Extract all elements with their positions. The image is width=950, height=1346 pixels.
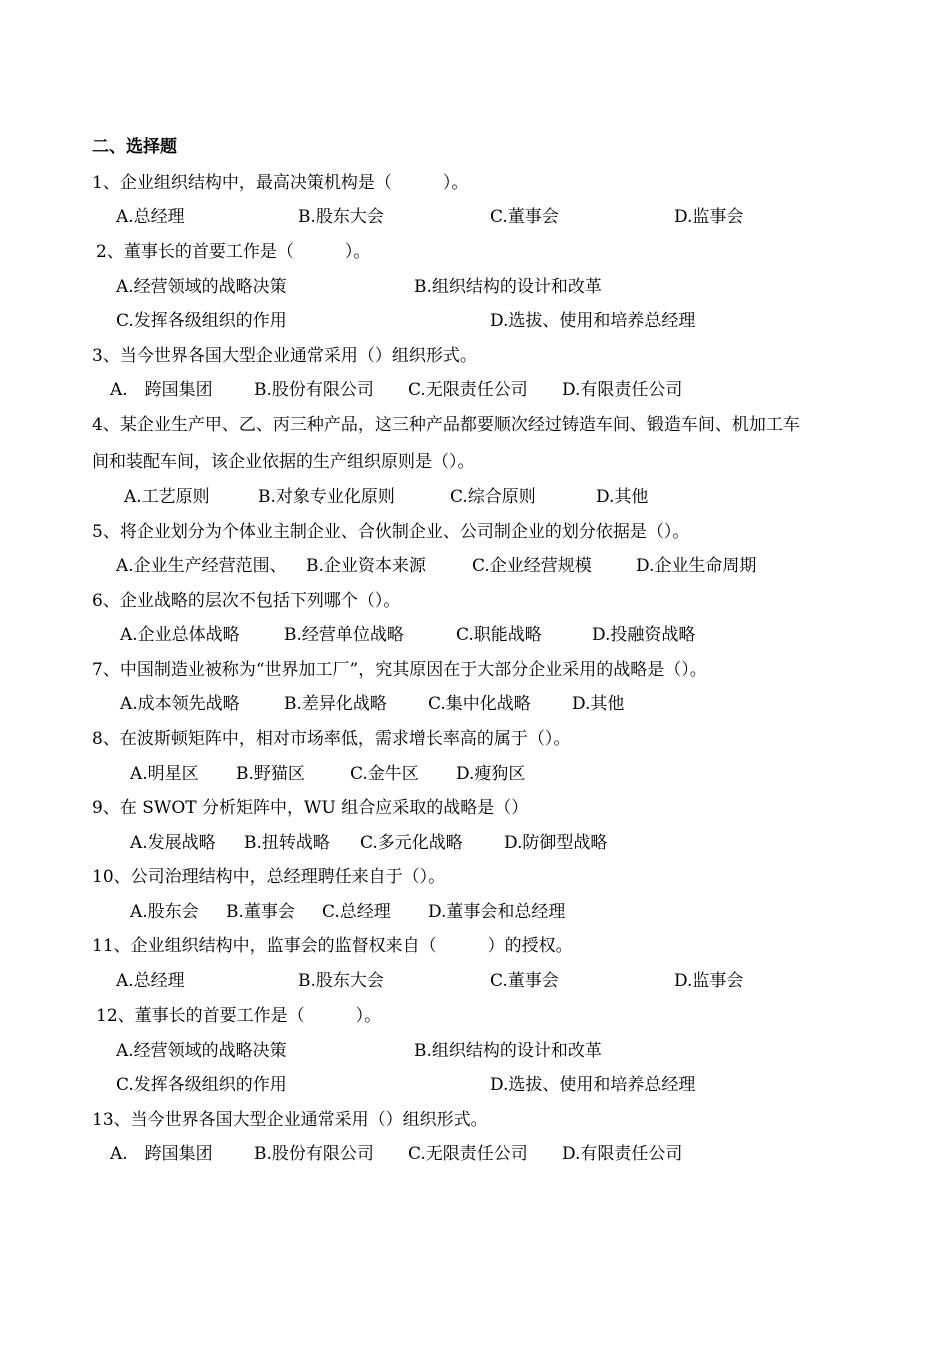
option: D.企业生命周期 [636,556,757,576]
question-9-stem: 9、在 SWOT 分析矩阵中，WU 组合应采取的战略是（） [92,798,529,818]
option: B.董事会 [226,902,295,922]
option: D.监事会 [674,971,744,991]
question-10-stem: 10、公司治理结构中，总经理聘任来自于（）。 [92,867,446,887]
option: B.股东大会 [298,207,384,227]
option: D.董事会和总经理 [428,902,566,922]
option: B.差异化战略 [284,694,387,714]
option: D.监事会 [674,207,744,227]
question-5-stem: 5、将企业划分为个体业主制企业、合伙制企业、公司制企业的划分依据是（）。 [92,522,690,542]
option: A.企业总体战略 [120,625,240,645]
option: C.企业经营规模 [472,556,592,576]
section-title: 二、选择题 [92,137,177,157]
option: D.瘦狗区 [456,764,526,784]
option: B.组织结构的设计和改革 [414,277,602,297]
option: A.成本领先战略 [120,694,240,714]
option: B.股东大会 [298,971,384,991]
option: C.发挥各级组织的作用 [116,1075,287,1095]
option: C.金牛区 [350,764,419,784]
question-6-stem: 6、企业战略的层次不包括下列哪个（）。 [92,591,401,611]
option: C.发挥各级组织的作用 [116,311,287,331]
option: A.经营领域的战略决策 [116,1041,287,1061]
option: C.董事会 [490,207,559,227]
option: D.防御型战略 [504,833,608,853]
option: B.经营单位战略 [284,625,404,645]
option: A.明星区 [130,764,199,784]
question-13-stem: 13、当今世界各国大型企业通常采用（）组织形式。 [92,1110,488,1130]
option: B.对象专业化原则 [258,487,395,507]
option: A.经营领域的战略决策 [116,277,287,297]
question-4-stem-cont: 间和装配车间，该企业依据的生产组织原则是（）。 [92,452,475,472]
question-2-stem: 2、董事长的首要工作是（ ）。 [96,242,371,262]
option: A.股东会 [130,902,199,922]
option: A.工艺原则 [124,487,210,507]
option: D.选拔、使用和培养总经理 [490,311,696,331]
option: C.综合原则 [450,487,536,507]
option: D.选拔、使用和培养总经理 [490,1075,696,1095]
option: C.多元化战略 [360,833,463,853]
option: A.总经理 [116,971,185,991]
question-3-stem: 3、当今世界各国大型企业通常采用（）组织形式。 [92,346,477,366]
option: C.董事会 [490,971,559,991]
question-1-stem: 1、企业组织结构中，最高决策机构是（ ）。 [92,173,469,193]
option: D.其他 [596,487,649,507]
option: B.股份有限公司 [254,380,374,400]
question-11-stem: 11、企业组织结构中，监事会的监督权来自（ ）的授权。 [92,936,573,956]
option: B.组织结构的设计和改革 [414,1041,602,1061]
option: C.无限责任公司 [408,1144,528,1164]
option: D.有限责任公司 [562,380,683,400]
option: A.企业生产经营范围、 [116,556,287,576]
question-8-stem: 8、在波斯顿矩阵中，相对市场率低，需求增长率高的属于（）。 [92,729,571,749]
question-4-stem: 4、某企业生产甲、乙、丙三种产品，这三种产品都要顺次经过铸造车间、锻造车间、机加工车 [92,415,800,435]
option: A.总经理 [116,207,185,227]
question-7-stem: 7、中国制造业被称为“世界加工厂”，究其原因在于大部分企业采用的战略是（）。 [92,660,707,680]
question-12-stem: 12、董事长的首要工作是（ ）。 [96,1006,382,1026]
option: A. 跨国集团 [110,1144,213,1164]
option: A. 跨国集团 [110,380,213,400]
option: D.投融资战略 [592,625,696,645]
option: C.总经理 [322,902,391,922]
option: B.企业资本来源 [306,556,426,576]
option: C.职能战略 [456,625,542,645]
option: B.股份有限公司 [254,1144,374,1164]
option: B.野猫区 [236,764,305,784]
option: C.无限责任公司 [408,380,528,400]
option: B.扭转战略 [244,833,330,853]
option: A.发展战略 [130,833,216,853]
option: D.有限责任公司 [562,1144,683,1164]
option: C.集中化战略 [428,694,531,714]
option: D.其他 [572,694,625,714]
